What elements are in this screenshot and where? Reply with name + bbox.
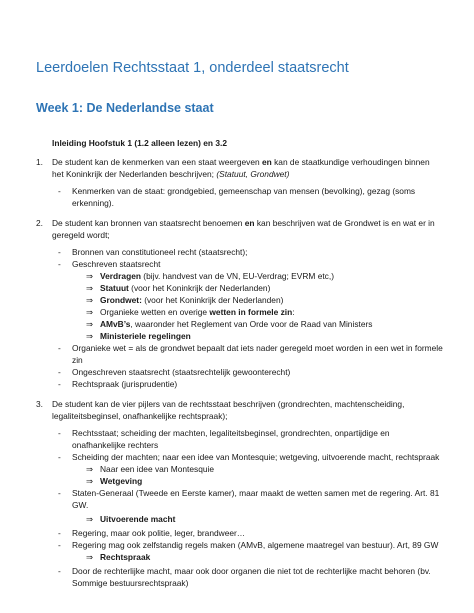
item-3-sub-1-line1: Rechtsstaat; scheiding der machten, legaliteitsbeginsel, grondrechten, onpartijdige en [72,428,390,438]
arrow-bullet-icon: ⇒ [86,319,94,329]
item-1-text-line1: De student kan de kenmerken van een staat weergeven en kan de staatkundige verhoudingen binnen [52,157,430,167]
bullet-dash: - [58,367,61,377]
bullet-dash: - [58,488,61,498]
arrow-bullet-icon: ⇒ [86,271,94,281]
item-2-sub-1: Bronnen van constitutioneel recht (staatsrecht); [72,247,248,257]
item-1-text-line2: het Koninkrijk der Nederlanden beschrijven; (Statuut, Grondwet) [52,169,290,179]
bullet-dash: - [58,259,61,269]
item-1-sub-line1: Kenmerken van de staat: grondgebied, gemeenschap van mensen (bevolking), gezag (soms [72,186,416,196]
week-heading: Week 1: De Nederlandse staat [36,101,214,115]
bullet-dash: - [58,186,61,196]
item-3-sub-2: Scheiding der machten; naar een idee van Montesquie; wetgeving, uitvoerende macht, rechtspraak [72,452,440,462]
intro-line: Inleiding Hoofstuk 1 (1.2 alleen lezen) en 3.2 [52,138,227,148]
bullet-dash: - [58,379,61,389]
item-2-number: 2. [36,218,43,228]
arrow-bullet-icon: ⇒ [86,514,94,524]
item-3-arrow-2: Wetgeving [100,476,143,486]
item-2-arrow-3: Grondwet: (voor het Koninkrijk der Nederlanden) [100,295,284,305]
item-2-arrow-4: Organieke wetten en overige wetten in formele zin: [100,307,295,317]
item-3-number: 3. [36,399,43,409]
bullet-dash: - [58,452,61,462]
item-2-arrow-5: AMvB’s, waaronder het Reglement van Orde voor de Raad van Ministers [100,319,373,329]
bullet-dash: - [58,528,61,538]
arrow-bullet-icon: ⇒ [86,283,94,293]
item-3-sub-3-line1: Staten-Generaal (Tweede en Eerste kamer), maar maakt de wetten samen met de regering. Art. 81 [72,488,440,498]
item-2-sub-2: Geschreven staatsrecht [72,259,161,269]
bullet-dash: - [58,247,61,257]
item-2-text-line2: geregeld wordt; [52,230,110,240]
item-3-sub-5: Regering mag ook zelfstandig regels maken (AMvB, algemene maatregel van bestuur). Art, 89 GW [72,540,439,550]
item-3-text-line1: De student kan de vier pijlers van de rechtsstaat beschrijven (grondrechten, machtenscheiding, [52,399,405,409]
arrow-bullet-icon: ⇒ [86,295,94,305]
arrow-bullet-icon: ⇒ [86,307,94,317]
bullet-dash: - [58,428,61,438]
item-2-text-line1: De student kan bronnen van staatsrecht benoemen en kan beschrijven wat de Grondwet is en wat er in [52,218,435,228]
item-3-sub-6-line2: Sommige bestuursrechtspraak) [72,578,189,588]
item-1-number: 1. [36,157,43,167]
arrow-bullet-icon: ⇒ [86,464,94,474]
item-2-sub-5: Rechtspraak (jurisprudentie) [72,379,178,389]
item-3-sub-1-line2: onafhankelijke rechters [72,440,159,450]
item-2-sub-3-line1: Organieke wet = als de grondwet bepaalt dat iets nader geregeld moet worden in een wet in formele [72,343,443,353]
item-3-text-line2: legaliteitsbeginsel, onafhankelijke rechtspraak); [52,411,228,421]
item-2-arrow-6: Ministeriele regelingen [100,331,191,341]
item-1-sub-line2: erkenning). [72,198,114,208]
bullet-dash: - [58,540,61,550]
item-3-arrow-4: Rechtspraak [100,552,151,562]
item-3-sub-4: Regering, maar ook politie, leger, brandweer… [72,528,246,538]
arrow-bullet-icon: ⇒ [86,476,94,486]
arrow-bullet-icon: ⇒ [86,331,94,341]
item-2-sub-3-line2: zin [72,355,83,365]
document-title: Leerdoelen Rechtsstaat 1, onderdeel staatsrecht [36,60,349,76]
item-3-sub-3-line2: GW. [72,500,89,510]
item-2-sub-4: Ongeschreven staatsrecht (staatsrechtelijk gewoonterecht) [72,367,291,377]
item-3-arrow-1: Naar een idee van Montesquie [100,464,215,474]
bullet-dash: - [58,343,61,353]
item-3-arrow-3: Uitvoerende macht [100,514,176,524]
item-3-sub-6-line1: Door de rechterlijke macht, maar ook door organen die niet tot de rechterlijke macht behoren (bv. [72,566,431,576]
arrow-bullet-icon: ⇒ [86,552,94,562]
item-2-arrow-2: Statuut (voor het Koninkrijk der Nederlanden) [100,283,271,293]
bullet-dash: - [58,566,61,576]
item-2-arrow-1: Verdragen (bijv. handvest van de VN, EU-Verdrag; EVRM etc,) [100,271,334,281]
